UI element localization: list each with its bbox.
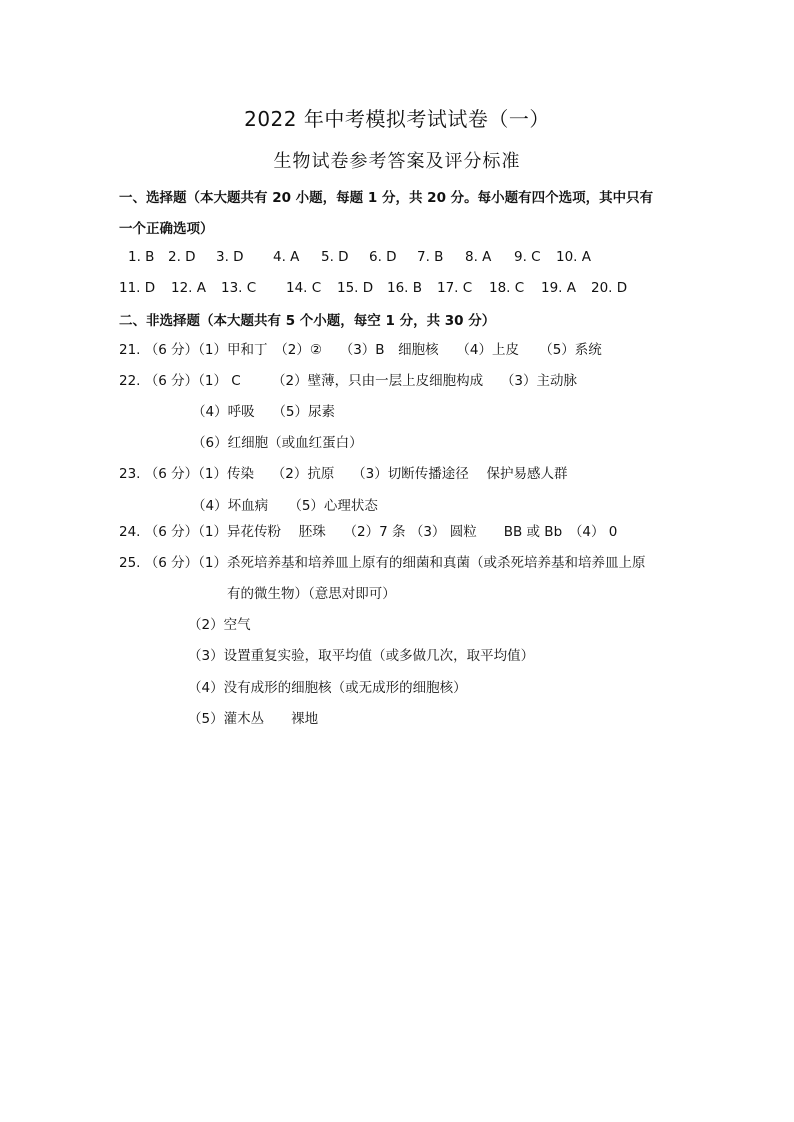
section1-heading: 一、选择题（本大题共有 20 小题，每题 1 分，共 20 分。每小题有四个选项，其中只有: [119, 190, 654, 206]
mc-answer: 17. C: [437, 280, 473, 296]
answer-q24: 24. （6 分）（1）异花传粉 胚珠 （2）7 条 （3） 圆粒 BB 或 Bb （4） 0: [119, 524, 618, 540]
mc-answer: 13. C: [221, 280, 257, 296]
mc-answer: 9. C: [514, 249, 541, 265]
mc-row-2: [119, 280, 627, 296]
section1-heading-cont: 一个正确选项）: [119, 221, 214, 237]
mc-row-1: [128, 249, 591, 265]
answer-q23-cont: （4）坏血病 （5）心理状态: [192, 498, 378, 514]
mc-answer: 19. A: [541, 280, 576, 296]
answer-q25-part: （3）设置重复实验，取平均值（或多做几次，取平均值）: [188, 648, 535, 664]
mc-answer: 5. D: [321, 249, 349, 265]
mc-answer: 7. B: [417, 249, 444, 265]
mc-answer: 8. A: [465, 249, 492, 265]
answer-q23: 23. （6 分）（1）传染 （2）抗原 （3）切断传播途径 保护易感人群: [119, 466, 568, 482]
answer-q25-part: （5）灌木丛 裸地: [188, 711, 319, 727]
answer-q25: 25. （6 分）（1）杀死培养基和培养皿上原有的细菌和真菌（或杀死培养基和培养皿上原: [119, 555, 646, 571]
mc-answer: 10. A: [556, 249, 591, 265]
answer-q22-cont: （6）红细胞（或血红蛋白）: [192, 435, 363, 451]
mc-answer: 18. C: [489, 280, 525, 296]
answer-q25-cont: 有的微生物）（意思对即可）: [227, 586, 396, 602]
section2-heading: 二、非选择题（本大题共有 5 个小题，每空 1 分，共 30 分）: [119, 313, 496, 329]
mc-answer: 15. D: [337, 280, 374, 296]
mc-answer: 3. D: [216, 249, 244, 265]
mc-answer: 2. D: [168, 249, 196, 265]
document-title: 2022 年中考模拟考试试卷（一）: [244, 107, 550, 131]
mc-answer: 4. A: [273, 249, 300, 265]
mc-answer: 11. D: [119, 280, 156, 296]
answer-q21: 21. （6 分）（1）甲和丁 （2）② （3）B 细胞核 （4）上皮 （5）系统: [119, 342, 602, 358]
answer-q25-part: （4）没有成形的细胞核（或无成形的细胞核）: [188, 680, 467, 696]
answer-q22-cont: （4）呼吸 （5）尿素: [192, 404, 335, 420]
answer-q25-part: （2）空气: [188, 617, 251, 633]
document-subtitle: 生物试卷参考答案及评分标准: [273, 151, 521, 172]
mc-answer: 1. B: [128, 249, 155, 265]
mc-answer: 12. A: [171, 280, 206, 296]
mc-answer: 14. C: [286, 280, 322, 296]
mc-answer: 20. D: [591, 280, 628, 296]
mc-answer: 16. B: [387, 280, 423, 296]
mc-answer: 6. D: [369, 249, 397, 265]
answer-q22: 22. （6 分）（1） C （2）壁薄，只由一层上皮细胞构成 （3）主动脉: [119, 373, 577, 389]
